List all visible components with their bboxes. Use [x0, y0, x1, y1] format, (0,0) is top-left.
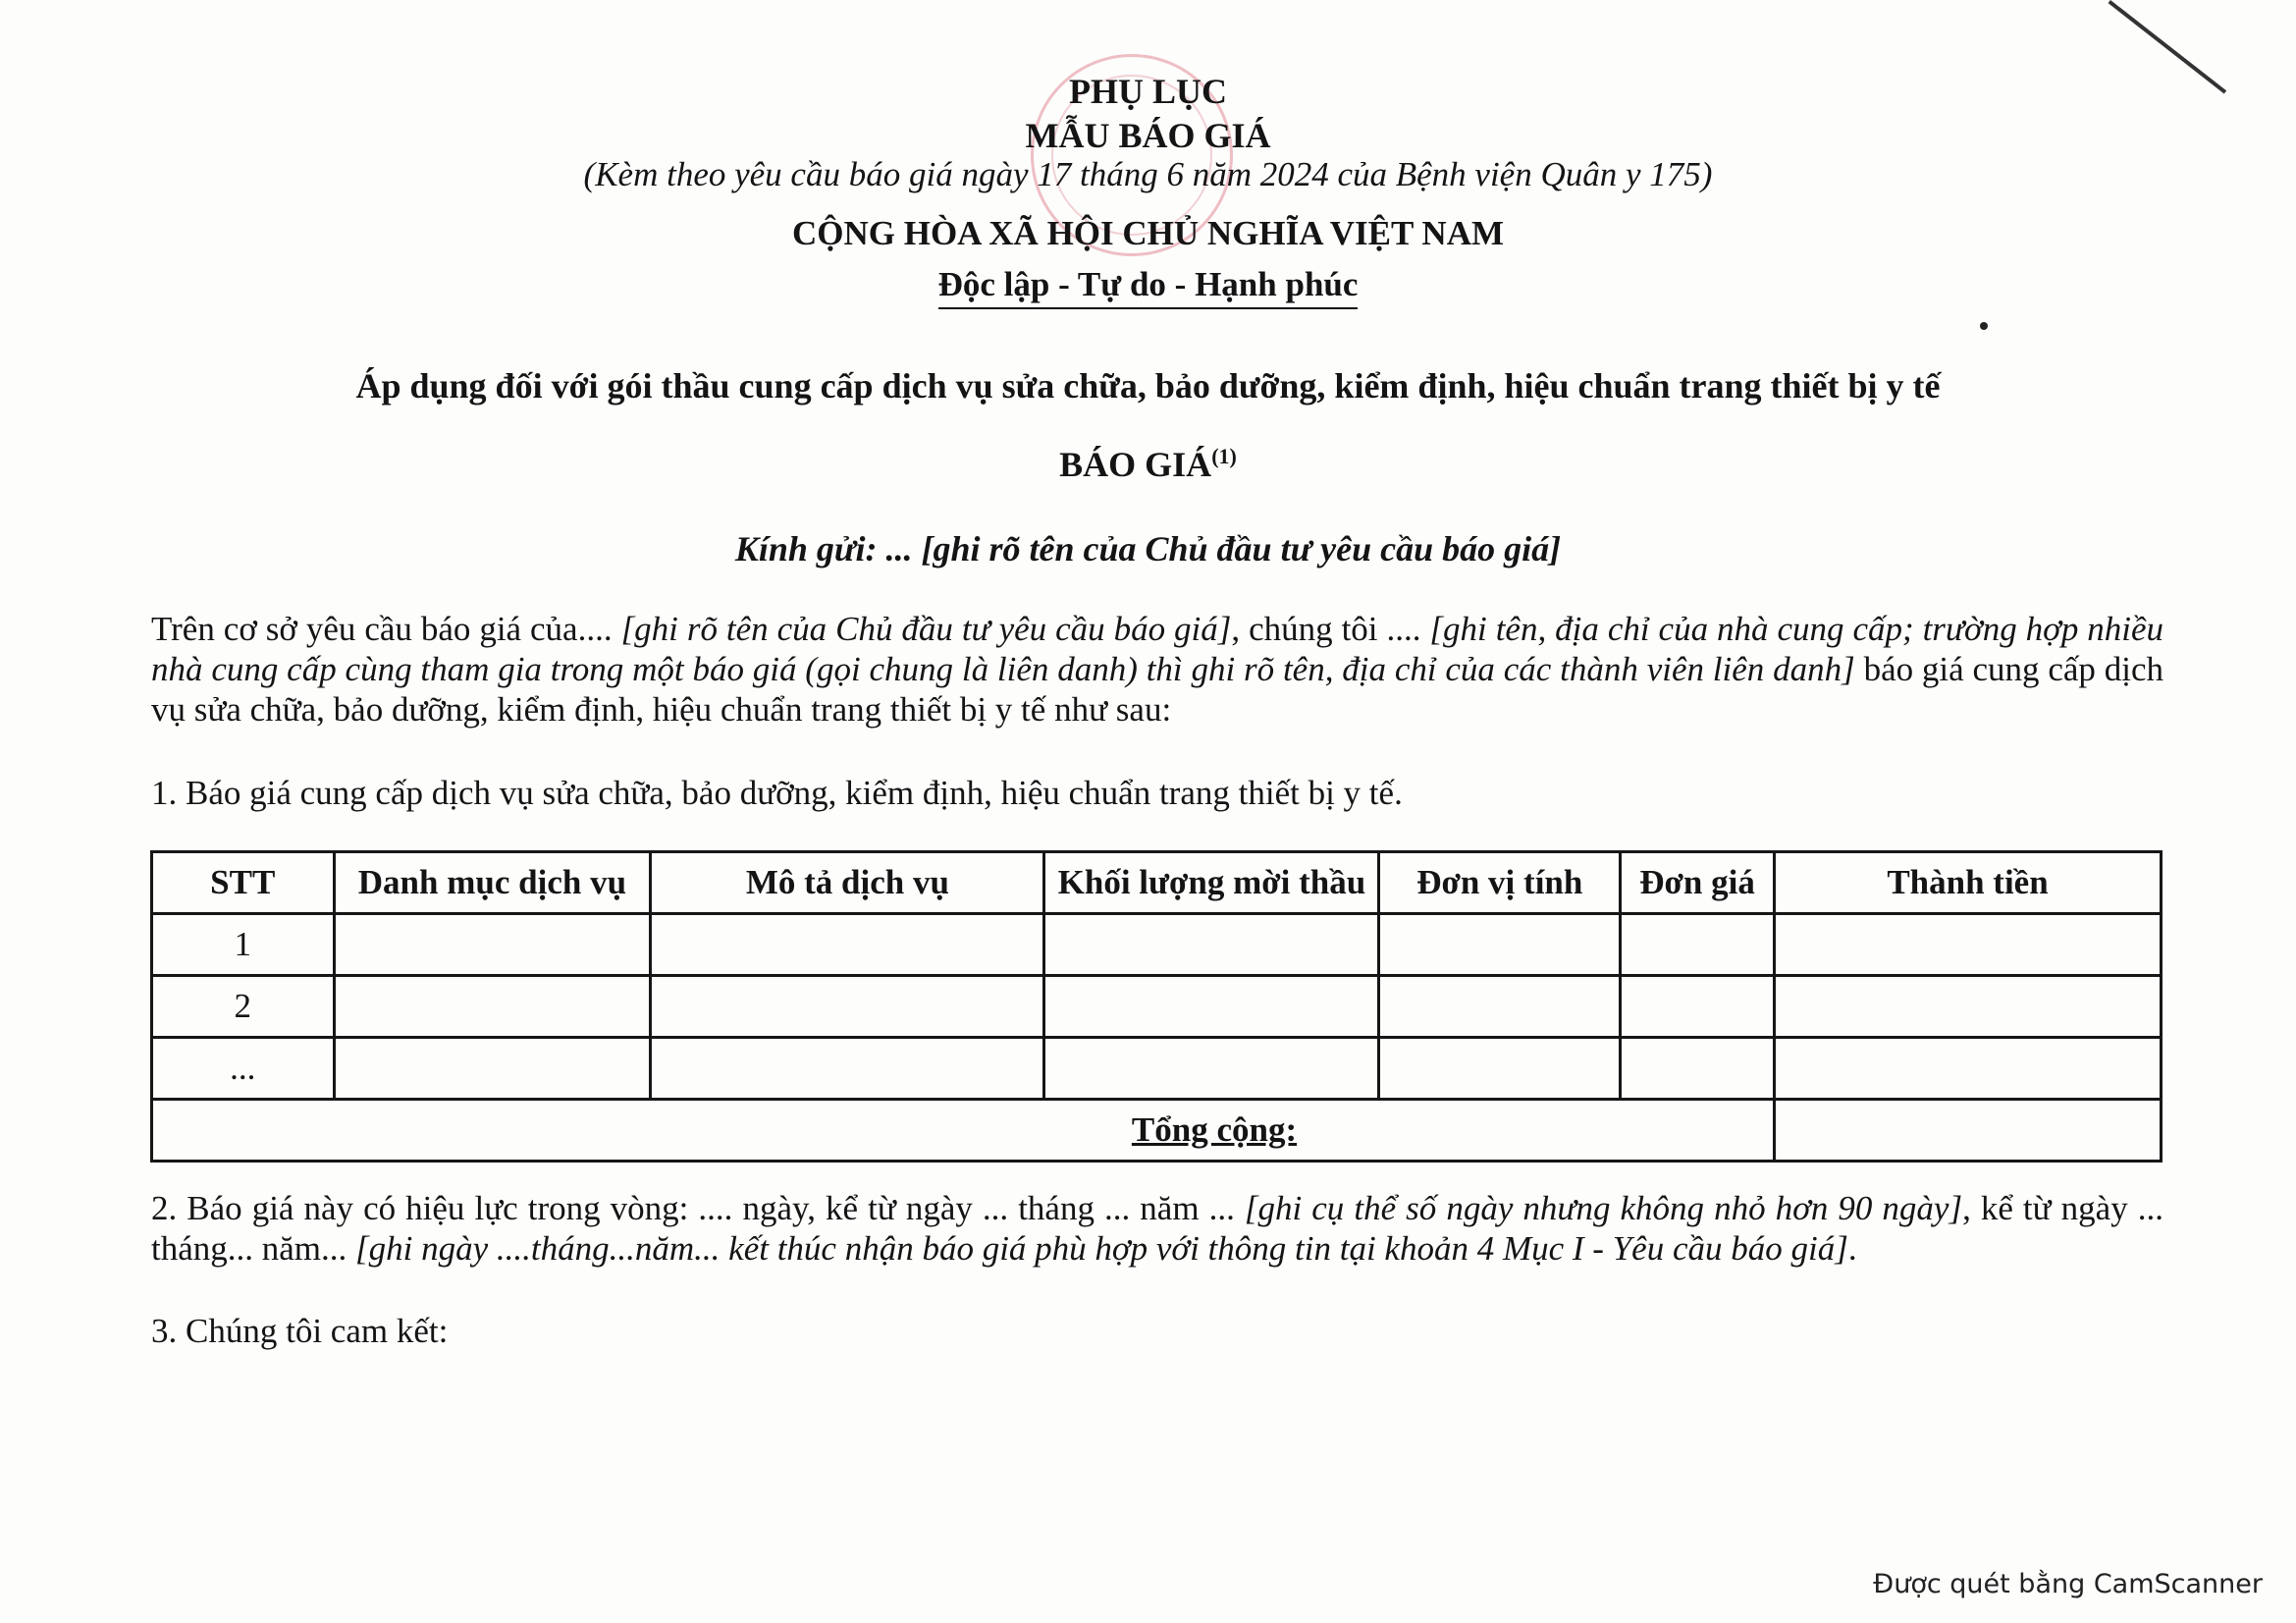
table-cell — [1775, 976, 2162, 1038]
appendix-title: PHỤ LỤC — [1069, 72, 1227, 111]
total-label: Tổng cộng: — [152, 1100, 1775, 1162]
total-amount-cell — [1775, 1100, 2162, 1162]
table-cell — [1775, 1038, 2162, 1100]
section-2-part-2: [ghi cụ thể số ngày nhưng không nhỏ hơn 90 ngày] — [1244, 1189, 1963, 1227]
col-quantity-header: Khối lượng mời thầu — [1044, 852, 1379, 914]
section-3-heading: 3. Chúng tôi cam kết: — [151, 1312, 449, 1350]
intro-part-2: [ghi rõ tên của Chủ đầu tư yêu cầu báo giá] — [620, 610, 1232, 648]
addressee-line — [0, 528, 2296, 569]
table-row — [152, 914, 2162, 976]
table-header-row — [152, 852, 2162, 914]
table-cell — [651, 1038, 1044, 1100]
table-cell — [1044, 914, 1379, 976]
col-stt-header: STT — [152, 852, 335, 914]
row-number: ... — [152, 1038, 335, 1100]
row-number: 2 — [152, 976, 335, 1038]
motto-text: Độc lập - Tự do - Hạnh phúc — [938, 265, 1359, 309]
col-unit-price-header: Đơn giá — [1621, 852, 1775, 914]
intro-paragraph — [151, 609, 2163, 730]
footnote-marker: (1) — [1211, 444, 1237, 468]
col-service-desc-header: Mô tả dịch vụ — [651, 852, 1044, 914]
table-cell — [1044, 1038, 1379, 1100]
section-2-part-1: 2. Báo giá này có hiệu lực trong vòng: .... ngày, kể từ ngày ... tháng ... năm ... — [151, 1189, 1235, 1227]
col-service-list-header: Danh mục dịch vụ — [334, 852, 651, 914]
intro-part-4: [ghi tên, địa chỉ của nhà cung cấp; trường hợp nhiều nhà cung cấp cùng tham gia trong một báo giá (gọi chung là liên danh) thì ghi rõ tên, địa chỉ của các thành viên liên danh] — [151, 610, 2164, 688]
col-unit-header: Đơn vị tính — [1379, 852, 1621, 914]
table-cell — [1379, 914, 1621, 976]
row-number: 1 — [152, 914, 335, 976]
section-2-part-4: [ghi ngày ....tháng...năm... kết thúc nhận báo giá phù hợp với thông tin tại khoản 4 Mục I - Yêu cầu báo giá] — [355, 1229, 1848, 1268]
table-cell — [1621, 1038, 1775, 1100]
table-row — [152, 976, 2162, 1038]
table-cell — [1044, 976, 1379, 1038]
section-2-part-5: . — [1847, 1229, 1857, 1268]
total-row — [152, 1100, 2162, 1162]
quotation-table — [150, 850, 2163, 1163]
table-cell — [1379, 1038, 1621, 1100]
quotation-heading — [0, 444, 2296, 485]
section-1-heading: 1. Báo giá cung cấp dịch vụ sửa chữa, bảo dưỡng, kiểm định, hiệu chuẩn trang thiết bị y tế. — [151, 774, 1403, 812]
attachment-note: (Kèm theo yêu cầu báo giá ngày 17 tháng 6 năm 2024 của Bệnh viện Quân y 175) — [583, 155, 1713, 193]
section-2-part-3: , kể từ ngày ... tháng... năm... — [151, 1189, 2163, 1268]
ink-dot — [1980, 322, 1988, 330]
table-cell — [334, 1038, 651, 1100]
intro-part-1: Trên cơ sở yêu cầu báo giá của.... — [151, 610, 613, 648]
table-cell — [1621, 914, 1775, 976]
table-cell — [1621, 976, 1775, 1038]
table-cell — [334, 914, 651, 976]
form-title: MẪU BÁO GIÁ — [1025, 116, 1271, 155]
scope-line: Áp dụng đối với gói thầu cung cấp dịch vụ sửa chữa, bảo dưỡng, kiểm định, hiệu chuẩn trang thiết bị y tế — [355, 366, 1941, 406]
table-cell — [1379, 976, 1621, 1038]
table-cell — [334, 976, 651, 1038]
intro-part-3: , chúng tôi .... — [1231, 610, 1421, 648]
national-motto — [0, 265, 2296, 304]
section-2-paragraph — [151, 1188, 2163, 1269]
table-cell — [651, 976, 1044, 1038]
intro-part-5: báo giá cung cấp dịch vụ sửa chữa, bảo dưỡng, kiểm định, hiệu chuẩn trang thiết bị y tế như sau: — [151, 650, 2164, 729]
scanner-watermark: Được quét bằng CamScanner — [1873, 1569, 2263, 1599]
addressee-text: Kính gửi: ... [ghi rõ tên của Chủ đầu tư yêu cầu báo giá] — [734, 529, 1562, 568]
col-amount-header: Thành tiền — [1775, 852, 2162, 914]
table-cell — [1775, 914, 2162, 976]
national-title: CỘNG HÒA XÃ HỘI CHỦ NGHĨA VIỆT NAM — [791, 214, 1505, 252]
table-row — [152, 1038, 2162, 1100]
quotation-heading-text: BÁO GIÁ — [1059, 445, 1212, 484]
table-cell — [651, 914, 1044, 976]
